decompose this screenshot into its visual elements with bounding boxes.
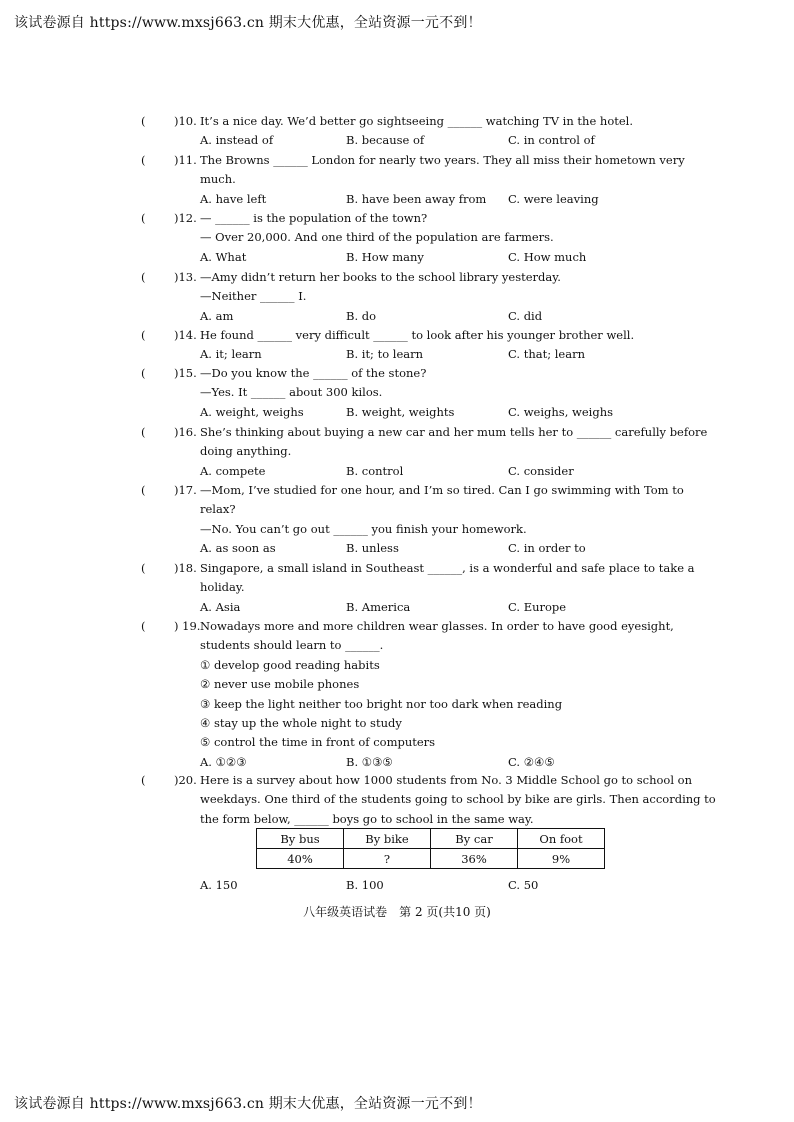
survey-header-cell: By car — [431, 829, 518, 849]
question-stem-continued: relax? — [200, 502, 236, 517]
answer-bracket: ( — [141, 425, 146, 439]
option-a: A. What — [200, 249, 247, 264]
question-stem — [174, 112, 661, 131]
option-b: B. have been away from — [346, 191, 487, 206]
option-row — [200, 190, 661, 209]
option-b: B. because of — [346, 133, 425, 148]
option-c: C. that; learn — [508, 347, 585, 362]
question-number: )16. — [174, 425, 197, 439]
option-c: C. in control of — [508, 133, 595, 148]
question-stem — [174, 364, 661, 383]
option-b: B. 100 — [346, 878, 384, 892]
question-stem-continued: much. — [200, 172, 236, 187]
option-row — [200, 462, 661, 481]
question-body — [174, 364, 661, 422]
option-a: A. am — [200, 308, 234, 323]
question-body — [174, 209, 661, 267]
question-item — [141, 268, 661, 326]
answer-bracket: ( — [141, 211, 146, 225]
option-row — [200, 131, 661, 150]
option-c: C. 50 — [508, 878, 539, 892]
question-text: It’s a nice day. We’d better go sightseeing ______ watching TV in the hotel. — [200, 114, 634, 128]
answer-bracket: ( — [141, 619, 146, 633]
question-number: )17. — [174, 483, 197, 497]
question-text: —Do you know the ______ of the stone? — [200, 366, 427, 380]
question-body — [174, 481, 684, 559]
survey-value-cell: 9% — [518, 849, 605, 869]
question-stem — [174, 151, 685, 170]
option-row — [200, 345, 661, 364]
question-stem-continued: the form below, ______ boys go to school in the same way. — [200, 811, 534, 826]
question-body — [174, 771, 716, 829]
question-text: —Mom, I’ve studied for one hour, and I’m so tired. Can I go swimming with Tom to — [200, 483, 684, 497]
question-body — [174, 326, 661, 365]
question-text: The Browns ______ London for nearly two years. They all miss their hometown very — [200, 153, 685, 167]
question-stem-continued: — Over 20,000. And one third of the population are farmers. — [200, 230, 554, 245]
survey-header-row — [257, 829, 605, 849]
question-stem-continued: doing anything. — [200, 444, 292, 459]
survey-header-cell: On foot — [518, 829, 605, 849]
option-a: A. have left — [200, 191, 267, 206]
option-row — [200, 539, 661, 558]
survey-header-cell: By bus — [257, 829, 344, 849]
question-stem — [174, 423, 708, 442]
question-stem — [174, 209, 661, 228]
survey-value-row — [257, 849, 605, 869]
answer-bracket: ( — [141, 483, 146, 497]
question-text: — ______ is the population of the town? — [200, 211, 428, 225]
option-a: A. Asia — [200, 599, 241, 614]
option-a: A. compete — [200, 463, 266, 478]
option-c: C. How much — [508, 249, 587, 264]
statement-list — [200, 656, 661, 753]
question-stem — [174, 617, 674, 636]
question-number: ) 19. — [174, 619, 201, 633]
question-stem-continued: students should learn to ______. — [200, 638, 384, 653]
question-number: )14. — [174, 328, 197, 342]
statement-item: ④ stay up the whole night to study — [200, 716, 402, 731]
question-number: )15. — [174, 366, 197, 380]
question-stem — [174, 559, 695, 578]
question-number: )13. — [174, 270, 197, 284]
option-a: A. weight, weighs — [200, 404, 304, 419]
question-text: —Amy didn’t return her books to the school library yesterday. — [200, 270, 561, 284]
question-text: Here is a survey about how 1000 students from No. 3 Middle School go to school on — [200, 773, 692, 787]
survey-header-cell: By bike — [344, 829, 431, 849]
question-stem-continued: —No. You can’t go out ______ you finish your homework. — [200, 521, 527, 536]
question-number: )11. — [174, 153, 197, 167]
option-a: A. instead of — [200, 133, 274, 148]
question-text: He found ______ very difficult ______ to look after his younger brother well. — [200, 328, 635, 342]
option-a: A. as soon as — [200, 541, 276, 556]
option-a: A. ①②③ — [200, 754, 247, 769]
option-b: B. control — [346, 463, 404, 478]
option-a: A. 150 — [200, 878, 238, 892]
answer-bracket: ( — [141, 114, 146, 128]
answer-bracket: ( — [141, 153, 146, 167]
answer-bracket: ( — [141, 366, 146, 380]
question-stem-continued: —Yes. It ______ about 300 kilos. — [200, 385, 383, 400]
question-stem-continued: holiday. — [200, 580, 245, 595]
question-body — [174, 617, 674, 772]
question-item — [141, 771, 716, 829]
source-banner-bottom: 该试卷源自 https://www.mxsj663.cn 期末大优惠，全站资源一元不到！ — [14, 1096, 482, 1112]
option-b: B. America — [346, 599, 411, 614]
statement-item: ② never use mobile phones — [200, 677, 360, 692]
option-c: C. were leaving — [508, 191, 599, 206]
question-text: She’s thinking about buying a new car and her mum tells her to ______ carefully before — [200, 425, 708, 439]
question-item — [141, 151, 685, 209]
survey-value-cell: ? — [344, 849, 431, 869]
question-text: Singapore, a small island in Southeast ______, is a wonderful and safe place to take a — [200, 561, 695, 575]
question-stem — [174, 326, 661, 345]
question-body — [174, 423, 708, 481]
question-number: )18. — [174, 561, 197, 575]
statement-item: ① develop good reading habits — [200, 657, 380, 672]
statement-item: ⑤ control the time in front of computers — [200, 735, 436, 750]
source-banner-top: 该试卷源自 https://www.mxsj663.cn 期末大优惠，全站资源一元不到！ — [14, 15, 482, 31]
option-b: B. unless — [346, 541, 399, 556]
option-row — [200, 598, 661, 617]
question-body — [174, 559, 695, 617]
option-b: B. weight, weights — [346, 404, 455, 419]
option-row — [200, 753, 661, 772]
question-item — [141, 209, 661, 267]
question-stem — [174, 771, 692, 790]
question-item — [141, 326, 661, 365]
question-number: )12. — [174, 211, 197, 225]
option-row — [200, 248, 661, 267]
option-row — [200, 307, 661, 326]
option-c: C. weighs, weighs — [508, 404, 614, 419]
question-item — [141, 481, 684, 559]
question-stem-continued: weekdays. One third of the students going to school by bike are girls. Then according to — [200, 792, 716, 807]
option-c: C. Europe — [508, 599, 567, 614]
question-body — [174, 112, 661, 151]
question-item — [141, 112, 661, 151]
survey-value-cell: 40% — [257, 849, 344, 869]
survey-value-cell: 36% — [431, 849, 518, 869]
question-stem — [174, 481, 684, 500]
option-c: C. consider — [508, 463, 574, 478]
answer-bracket: ( — [141, 270, 146, 284]
option-c: C. in order to — [508, 541, 586, 556]
question-body — [174, 151, 685, 209]
option-c: C. ②④⑤ — [508, 754, 555, 769]
question-number: )20. — [174, 773, 197, 787]
page-footer: 八年级英语试卷 第 2 页(共10 页) — [303, 905, 491, 919]
question-item — [141, 617, 674, 772]
option-b: B. ①③⑤ — [346, 754, 393, 769]
answer-bracket: ( — [141, 561, 146, 575]
question-text: Nowadays more and more children wear glasses. In order to have good eyesight, — [200, 619, 674, 633]
question-number: )10. — [174, 114, 197, 128]
answer-bracket: ( — [141, 328, 146, 342]
option-row — [200, 876, 660, 895]
question-stem — [174, 268, 661, 287]
option-row — [200, 403, 661, 422]
option-c: C. did — [508, 308, 543, 323]
question-item — [141, 559, 695, 617]
question-body — [174, 268, 661, 326]
option-b: B. do — [346, 308, 377, 323]
question-item — [141, 364, 661, 422]
answer-bracket: ( — [141, 773, 146, 787]
survey-table — [256, 828, 605, 869]
statement-item: ③ keep the light neither too bright nor too dark when reading — [200, 696, 563, 711]
question-item — [141, 423, 708, 481]
question-stem-continued: —Neither ______ I. — [200, 289, 307, 304]
option-b: B. How many — [346, 249, 424, 264]
option-a: A. it; learn — [200, 347, 262, 362]
option-b: B. it; to learn — [346, 347, 424, 362]
